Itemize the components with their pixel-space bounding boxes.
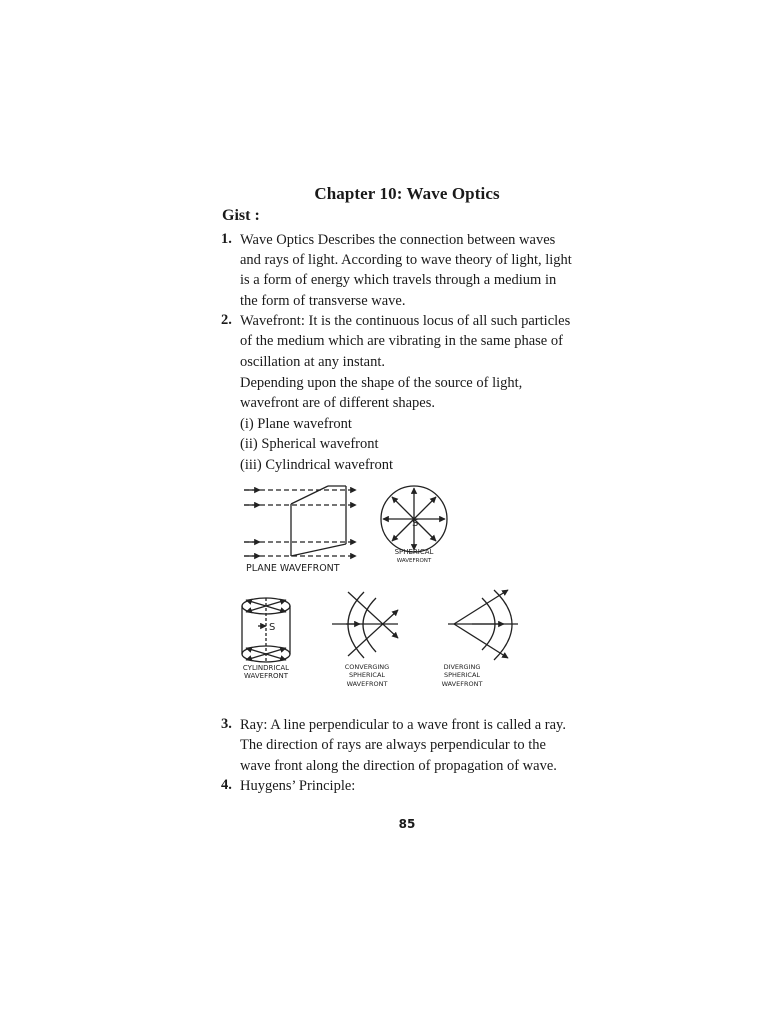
cylindrical-label-line-1: CYLINDRICAL xyxy=(242,664,290,672)
wavefront-figure xyxy=(236,474,526,694)
item-number-2: 2. xyxy=(221,312,232,328)
cylindrical-wavefront-diagram xyxy=(242,598,290,662)
spherical-label-line-2: WAVEFRONT xyxy=(396,558,432,564)
chapter-title: Chapter 10: Wave Optics xyxy=(314,184,500,203)
diverging-label-line-1: DIVERGING xyxy=(443,663,481,671)
item-1-line: the form of transverse wave. xyxy=(240,293,406,309)
converging-label-line-1: CONVERGING xyxy=(344,663,390,671)
item-number-1: 1. xyxy=(221,231,232,247)
item-2-line: wavefront are of different shapes. xyxy=(240,395,435,411)
item-number-3: 3. xyxy=(221,716,232,732)
item-2-line: (ii) Spherical wavefront xyxy=(240,436,379,452)
item-2-line: of the medium which are vibrating in the same phase of xyxy=(240,333,563,349)
diverging-label-line-3: WAVEFRONT xyxy=(441,680,483,688)
converging-label-line-3: WAVEFRONT xyxy=(346,680,388,688)
item-2-line: (iii) Cylindrical wavefront xyxy=(240,457,394,473)
item-3-line: wave front along the direction of propagation of wave. xyxy=(240,758,557,774)
item-1-line: is a form of energy which travels through a medium in xyxy=(240,272,557,288)
item-1-line: Wave Optics Describes the connection between waves xyxy=(240,232,556,248)
item-4-line: Huygens’ Principle: xyxy=(240,778,356,794)
converging-label-line-2: SPHERICAL xyxy=(348,671,386,679)
item-2-line: (i) Plane wavefront xyxy=(240,416,352,432)
item-2-line: Wavefront: It is the continuous locus of all such particles xyxy=(240,313,571,329)
diverging-label-line-2: SPHERICAL xyxy=(443,671,481,679)
item-3-line: Ray: A line perpendicular to a wave front is called a ray. xyxy=(240,717,566,733)
plane-wavefront-diagram xyxy=(244,486,356,556)
spherical-source-label: S xyxy=(412,518,419,529)
item-1-line: and rays of light. According to wave theory of light, light xyxy=(240,252,572,268)
wavefront-diagram xyxy=(236,474,526,694)
diverging-wavefront-diagram xyxy=(448,590,518,660)
item-3-line: The direction of rays are always perpendicular to the xyxy=(240,737,546,753)
gist-heading: Gist : xyxy=(222,207,260,224)
cylindrical-label-line-2: WAVEFRONT xyxy=(243,672,289,680)
spherical-label-line-1: SPHERICAL xyxy=(394,548,434,556)
converging-wavefront-diagram xyxy=(332,592,398,658)
item-2-line: oscillation at any instant. xyxy=(240,354,385,370)
plane-wavefront-label: PLANE WAVEFRONT xyxy=(246,563,340,574)
page-number: 85 xyxy=(398,817,416,831)
item-2-line: Depending upon the shape of the source of light, xyxy=(240,375,523,391)
item-number-4: 4. xyxy=(221,777,232,793)
cylindrical-source-label: S xyxy=(269,622,276,633)
